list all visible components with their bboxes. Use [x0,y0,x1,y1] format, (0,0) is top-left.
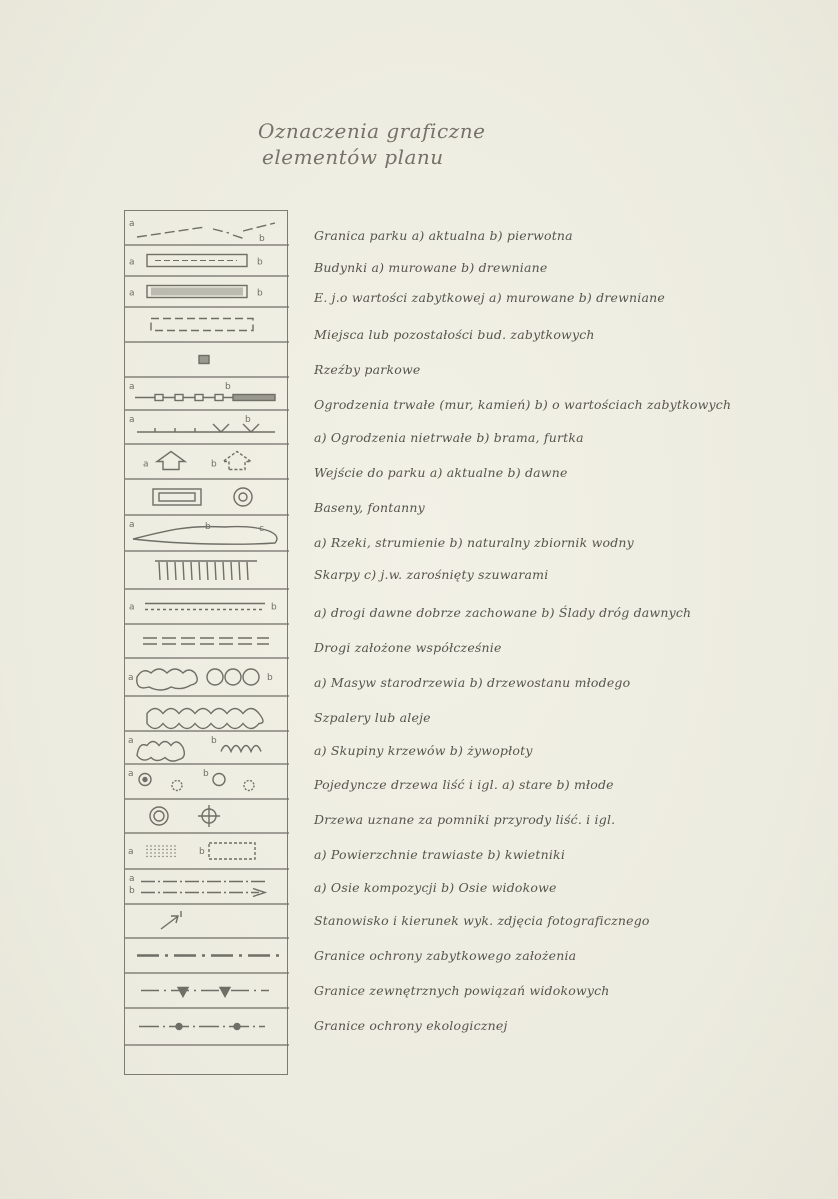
boundary-line-symbol [137,223,275,239]
lawn-dot [154,856,155,857]
lawn-dot [174,849,175,850]
fence-heritage-symbol [233,395,275,401]
mark-b: b [225,382,231,392]
slope-hatch [175,562,176,580]
legend-desc-tree-masses: a) Masyw starodrzewia b) drzewostanu młodego [314,675,631,690]
lawn-dot [166,852,167,853]
mark-b: b [267,673,273,683]
lawn-dot [162,852,163,853]
lawn-dot [158,856,159,857]
mark-a: a [128,736,134,746]
lawn-dot [174,845,175,846]
flowerbed-symbol [209,843,255,859]
entrance-arrow-current [157,452,185,470]
slope-hatch [183,562,184,580]
lawn-dot [174,856,175,857]
legend-desc-permanent-fences: Ogrodzenia trwałe (mur, kamień) b) o wartościach zabytkowych [314,397,732,412]
lawn-dot [154,849,155,850]
hedge-symbol [221,746,261,752]
lawn-dot [146,856,147,857]
legend-desc-temporary-fences: a) Ogrodzenia nietrwałe b) brama, furtka [314,430,584,445]
lawn-dot [170,856,171,857]
mark-b: b [203,769,209,779]
old-tree-mass-symbol [137,669,198,690]
mark-a: a [129,602,135,613]
mark-b: b [211,736,217,746]
slope-hatch [231,562,232,580]
legend-desc-entrance: Wejście do parku a) aktualne b) dawne [314,465,568,480]
lawn-dot [154,845,155,846]
conifer-tree-young [244,781,254,791]
mark-a: a [129,520,135,530]
legend-title [258,118,558,170]
legend-desc-pools: Baseny, fontanny [314,500,425,515]
legend-desc-heritage-buildings: E. j.o wartości zabytkowej a) murowane b) drewniane [314,290,666,305]
lawn-dot [166,849,167,850]
mark-a: a [143,459,149,470]
alley-symbol [147,709,263,729]
deciduous-tree-old-core [143,778,147,782]
lawn-dot [162,845,163,846]
fountain-inner-symbol [239,493,247,501]
mark-a: a [129,288,135,299]
lawn-dot [162,849,163,850]
deciduous-tree-young [213,774,225,786]
lawn-dot [150,852,151,853]
slope-hatch [199,562,200,580]
young-tree-symbol [243,669,259,685]
pool-symbol [153,489,201,505]
mark-a: a [128,769,134,779]
mark-a: a [129,219,135,229]
shrub-group-symbol [137,742,184,762]
heritage-building-fill [151,288,243,296]
legend-desc-sculptures: Rzeźby parkowe [314,362,421,377]
mark-a: a [129,415,135,425]
lawn-dot [170,845,171,846]
monument-deciduous-tree-inner [154,811,164,821]
view-connection-triangle [178,988,188,997]
legend-desc-shrubs: a) Skupiny krzewów b) żywopłoty [314,743,533,758]
slope-hatch [191,562,192,580]
legend-desc-ecological-protection: Granice ochrony ekologicznej [314,1018,508,1033]
mark-a: a [129,874,135,884]
mark-b: b [199,847,205,857]
slope-hatch [167,562,168,580]
fence-post-symbol [155,395,163,401]
lawn-dot [150,845,151,846]
ecological-dot [176,1024,182,1030]
building-remains-symbol [151,319,253,331]
fence-post-symbol [215,395,223,401]
legend-desc-single-trees: Pojedyncze drzewa liść i igl. a) stare b) młode [314,777,614,792]
lawn-dot [174,852,175,853]
lawn-dot [170,849,171,850]
legend-desc-alleys: Szpalery lub aleje [314,710,431,725]
legend-desc-view-connections: Granice zewnętrznych powiązań widokowych [314,983,610,998]
legend-symbol-table [124,210,288,1075]
mark-b: b [271,602,277,613]
mark-a: a [129,382,135,392]
lawn-dot [158,845,159,846]
lawn-dot [150,856,151,857]
title-line-2: elementów planu [262,145,444,169]
lawn-dot [154,852,155,853]
mark-b: b [129,886,135,896]
lawn-dot [146,849,147,850]
title-line-1: Oznaczenia graficzne [258,119,486,143]
mark-b: b [259,234,265,244]
lawn-dot [158,852,159,853]
lawn-dot [150,849,151,850]
sculpture-symbol [199,356,209,364]
mark-b: b [257,288,263,299]
pool-inner-symbol [159,493,195,501]
legend-desc-boundary: Granica parku a) aktualna b) pierwotna [314,228,573,243]
mark-b: b [205,522,211,532]
legend-desc-axes: a) Osie kompozycji b) Osie widokowe [314,880,557,895]
monument-deciduous-tree [150,807,168,825]
lawn-dot [146,845,147,846]
legend-symbols [125,211,289,1076]
lawn-dot [162,856,163,857]
mark-a: a [128,673,134,683]
fence-post-symbol [195,395,203,401]
lawn-dot [166,856,167,857]
mark-a: a [129,257,135,268]
legend-desc-old-roads: a) drogi dawne dobrze zachowane b) Ślady dróg dawnych [314,605,692,620]
lawn-dot [158,849,159,850]
legend-desc-photo-point: Stanowisko i kierunek wyk. zdjęcia fotograficznego [314,913,650,928]
legend-desc-building-remains: Miejsca lub pozostałości bud. zabytkowych [314,327,595,342]
slope-hatch [247,562,248,580]
legend-desc-monument-trees: Drzewa uznane za pomniki przyrody liść. i igl. [314,812,616,827]
fence-post-symbol [175,395,183,401]
monument-conifer-cross [198,805,220,827]
lawn-dot [170,852,171,853]
legend-desc-lawns: a) Powierzchnie trawiaste b) kwietniki [314,847,566,862]
gate-symbol [213,424,259,432]
legend-desc-slopes: Skarpy c) j.w. zarośnięty szuwarami [314,567,549,582]
ecological-dot [234,1024,240,1030]
photo-position-symbol [161,916,178,929]
mark-b: b [211,459,217,470]
mark-b: b [245,415,251,425]
entrance-arrow-former [223,452,251,470]
fountain-symbol [234,488,252,506]
view-connection-triangle [220,988,230,997]
lawn-dot [146,852,147,853]
young-tree-symbol [207,669,223,685]
slope-hatch [239,562,240,580]
lawn-dot [166,845,167,846]
mark-a: a [128,847,134,857]
conifer-tree-old [172,781,182,791]
legend-desc-new-roads: Drogi założone współcześnie [314,640,502,655]
legend-desc-heritage-protection: Granice ochrony zabytkowego założenia [314,948,577,963]
slope-hatch [207,562,208,580]
young-tree-symbol [225,669,241,685]
legend-desc-rivers: a) Rzeki, strumienie b) naturalny zbiornik wodny [314,535,634,550]
mark-b: b [257,257,263,268]
slope-hatch [215,562,216,580]
slope-hatch [223,562,224,580]
slope-hatch [159,562,160,580]
legend-desc-buildings: Budynki a) murowane b) drewniane [314,260,548,275]
mark-c: c [259,524,264,534]
